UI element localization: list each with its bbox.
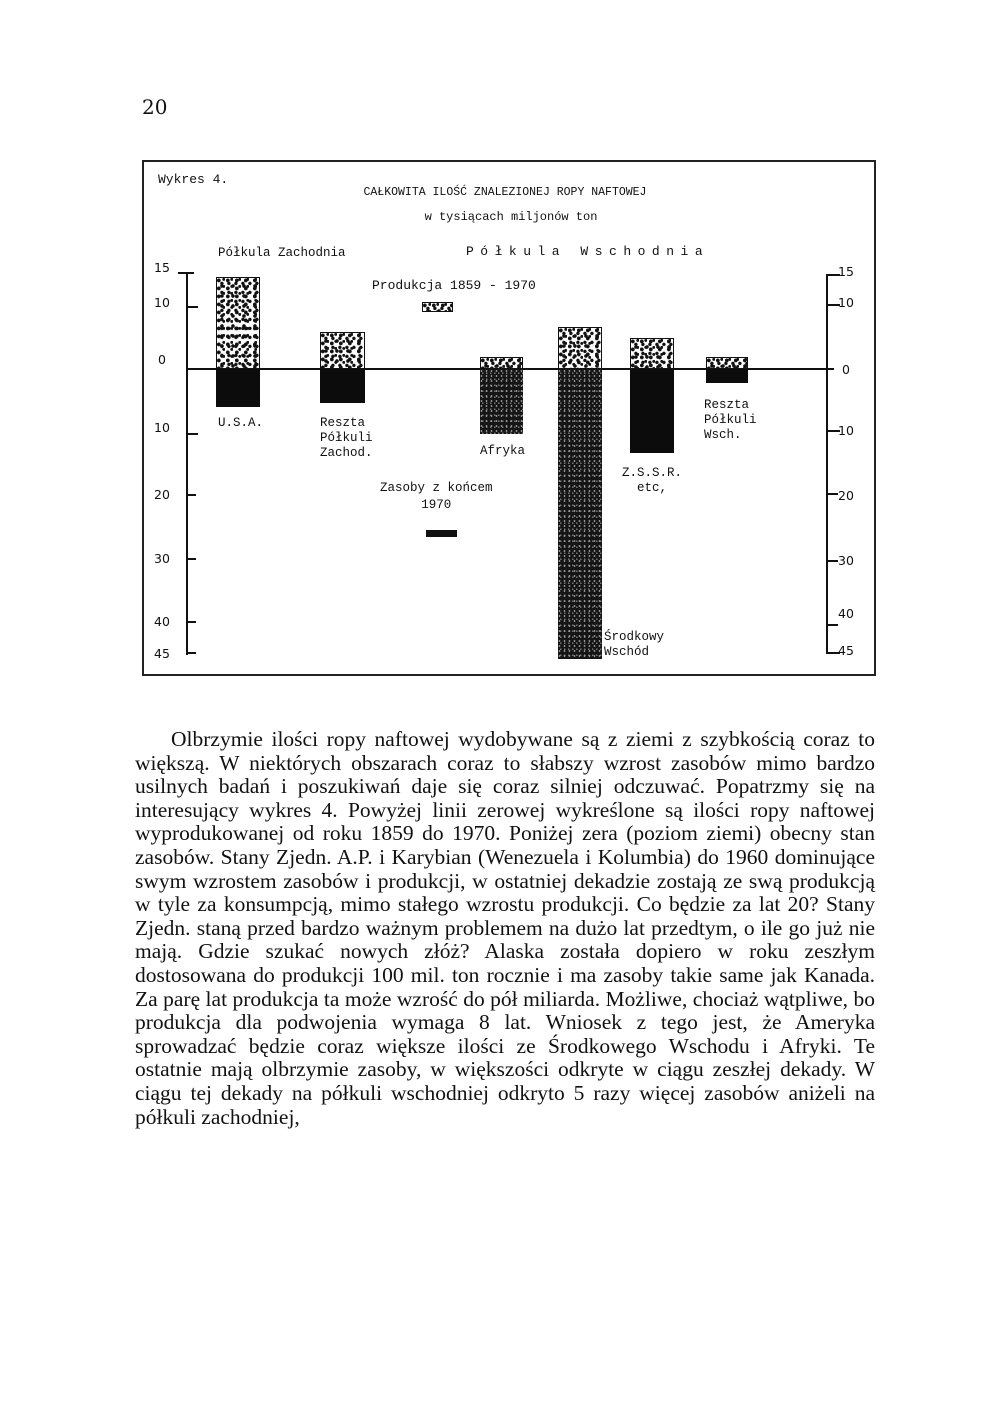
bar-label-middle-east (604, 630, 664, 660)
bar-rest-east-production (706, 357, 748, 369)
right-tick-label: 10 (838, 295, 854, 310)
bar-label-line: Środkowy (604, 630, 665, 644)
right-tick-label: 40 (838, 606, 854, 621)
bar-label-africa: Afryka (480, 444, 526, 458)
right-tick (826, 493, 838, 495)
left-axis (186, 272, 188, 655)
bar-label-line: Półkuli (704, 413, 757, 427)
bar-label-line: etc, (637, 481, 668, 495)
page-number: 20 (142, 95, 168, 119)
chart-title: CAŁKOWITA ILOŚĆ ZNALEZIONEJ ROPY NAFTOWEJ (363, 186, 647, 199)
figure-label: Wykres 4. (158, 172, 229, 187)
right-axis (826, 274, 828, 654)
right-tick (826, 560, 838, 562)
left-tick (186, 494, 196, 496)
bar-label-line: Wsch. (704, 428, 742, 442)
bar-ussr-production (630, 338, 674, 369)
chart-figure (142, 160, 876, 676)
legend-reserves-label (380, 480, 493, 514)
bar-label-usa: U.S.A. (218, 416, 264, 430)
left-tick-label: 40 (154, 614, 170, 629)
bar-label-ussr (622, 466, 682, 496)
bar-usa-reserves (216, 369, 260, 407)
bar-label-line: Z.S.S.R. (622, 466, 683, 480)
legend-production-swatch (422, 302, 453, 312)
body-text (135, 728, 875, 1129)
bar-africa-production (480, 357, 523, 369)
bar-usa-production (216, 277, 260, 369)
left-tick (186, 652, 196, 654)
hemisphere-east-label: Półkula Wschodnia (466, 244, 710, 259)
left-tick-label: 15 (154, 260, 170, 275)
body-paragraph: Olbrzymie ilości ropy naftowej wydobywane są z ziemi z szybkością coraz to większą. W niektórych obszarach coraz to słabszy wzrost zasobów mimo bardzo usilnych badań i poszukiwań daje się coraz silniej odczuwać. Popatrzmy się na interesujący wykres 4. Powyżej linii zerowej wykreślone są ilości ropy naftowej wyprodukowanej od roku 1859 do 1970. Poniżej zera (poziom ziemi) obecny stan zasobów. Stany Zjedn. A.P. i Karybian (Wenezuela i Kolumbia) do 1960 dominujące swym wzrostem zasobów i produkcji, w ostatniej dekadzie zostają ze swą produkcją w tyle za konsumpcją, mimo stałego wzrostu produkcji. Co będzie za lat 20? Stany Zjedn. staną przed bardzo ważnym problemem na dużo lat przedtym, o ile go już nie mają. Gdzie szukać nowych złóż? Alaska została dopiero w roku zeszłym dostosowana do produkcji 100 mil. ton rocznie i ma zasoby takie same jak Kanada. Za parę lat produkcja ta może wzrość do pół miliarda. Możliwe, chociaż wątpliwe, bo produkcja dla podwojenia wymaga 8 lat. Wniosek z tego jest, że Ameryka sprowadzać będzie coraz większe ilości ze Środkowego Wschodu i Afryki. Te ostatnie mają olbrzymie zasoby, w większości odkryte w ciągu zeszłej dekady. W ciągu tej dekady na półkuli wschodniej odkryto 5 razy więcej zasobów aniżeli na półkuli zachodniej, (135, 727, 875, 1129)
right-tick-label: 45 (838, 643, 854, 658)
bar-africa-reserves (480, 369, 523, 434)
left-tick-label: 0 (158, 352, 166, 367)
right-tick-label: 30 (838, 553, 854, 568)
bar-label-line: Zachod. (320, 446, 373, 460)
bar-label-line: Reszta (704, 398, 750, 412)
bar-rest-west-production (320, 332, 365, 369)
chart-subtitle: w tysiącach miljonów ton (424, 210, 598, 224)
legend-production-label: Produkcja 1859 - 1970 (372, 278, 536, 293)
right-tick (826, 624, 838, 626)
left-tick-label: 45 (154, 646, 170, 661)
left-tick (186, 621, 196, 623)
left-tick (186, 433, 198, 435)
left-tick (178, 272, 194, 274)
right-tick-label: 20 (838, 488, 854, 503)
bar-middle-east-reserves (558, 369, 602, 659)
bar-label-rest-west (320, 416, 373, 461)
bar-rest-east-reserves (706, 369, 748, 383)
left-tick-label: 10 (154, 295, 170, 310)
left-tick (186, 558, 196, 560)
right-tick-label: 0 (842, 362, 850, 377)
bar-ussr-reserves (630, 369, 674, 453)
bar-label-line: Reszta (320, 416, 366, 430)
left-tick-label: 30 (154, 551, 170, 566)
bar-label-line: Półkuli (320, 431, 373, 445)
bar-rest-west-reserves (320, 369, 365, 403)
hemisphere-west-label: Półkula Zachodnia (218, 246, 346, 260)
right-tick-label: 15 (838, 264, 854, 279)
legend-reserves-swatch (426, 530, 457, 537)
legend-reserves-line2: 1970 (421, 498, 452, 512)
bar-label-line: Wschód (604, 645, 650, 659)
left-tick-label: 20 (154, 487, 170, 502)
bar-label-rest-east (704, 398, 757, 443)
bar-middle-east-production (558, 327, 602, 369)
right-tick-label: 10 (838, 423, 854, 438)
legend-reserves-line1: Zasoby z końcem (380, 481, 493, 495)
left-tick-label: 10 (154, 420, 170, 435)
left-tick (186, 306, 198, 308)
